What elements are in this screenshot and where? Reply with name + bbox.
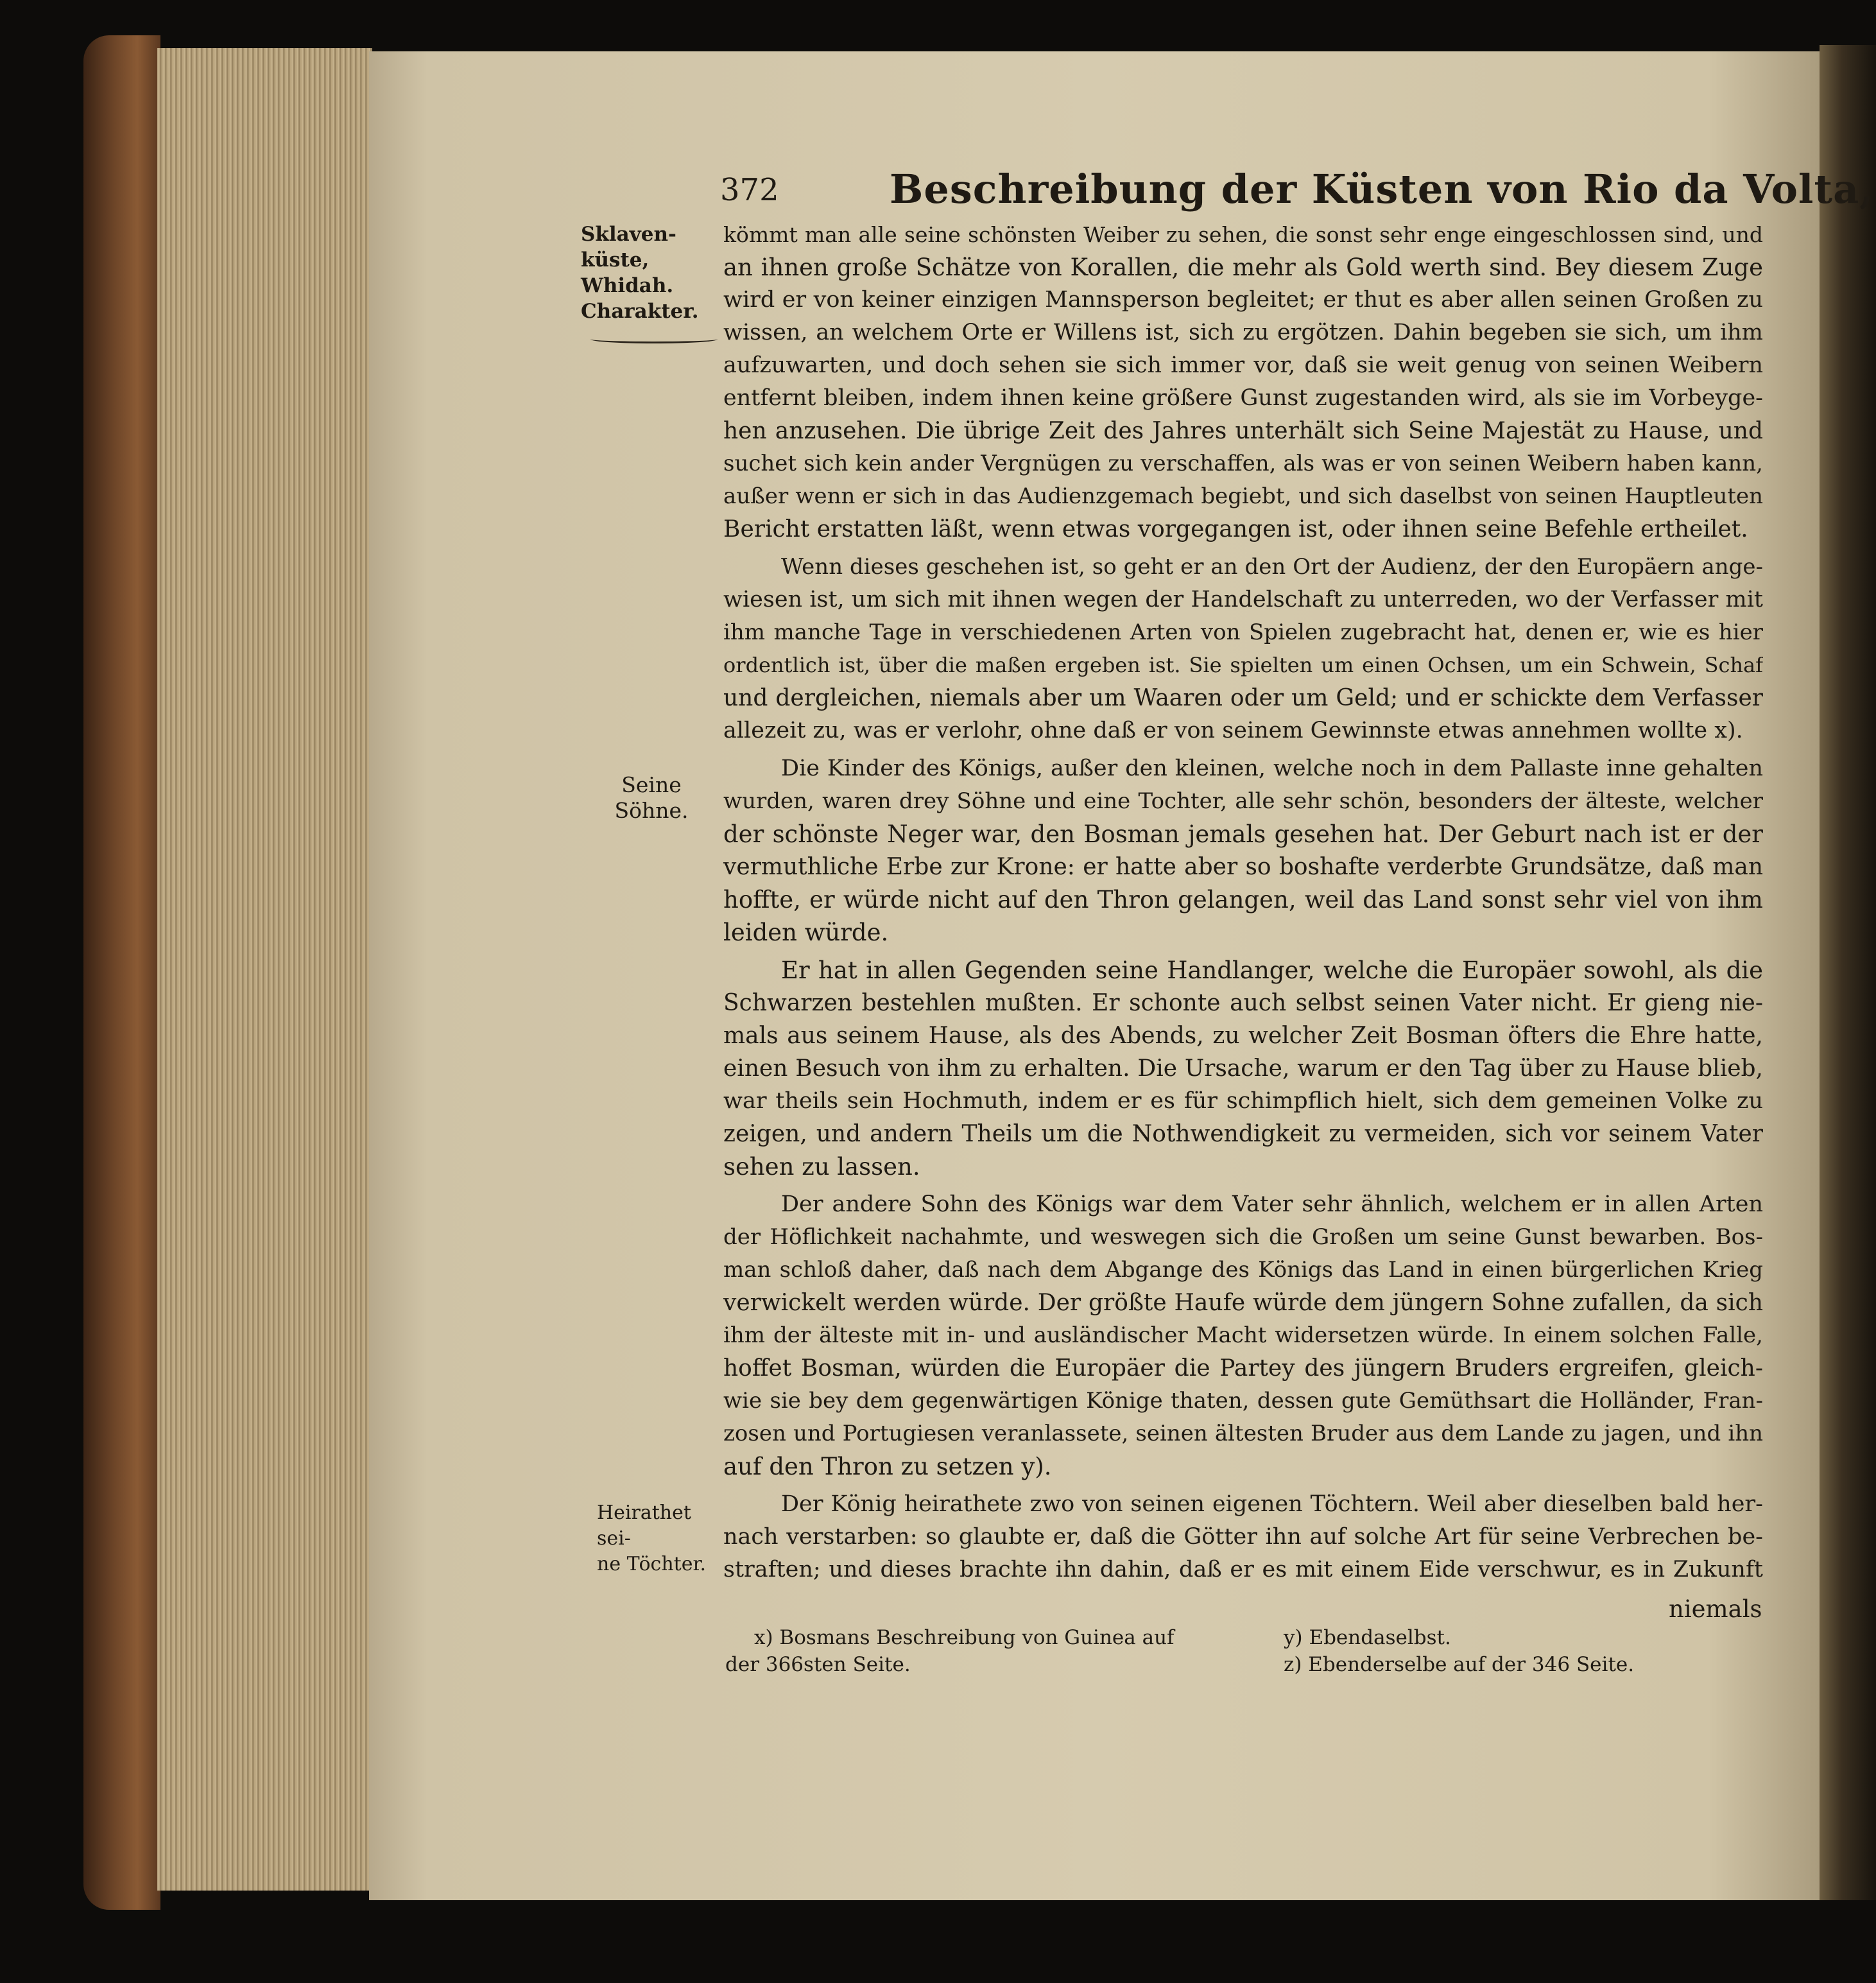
text-line: Wenn dieses geschehen ist, so geht er an den Ort der Audienz, der den Europäern ange- (781, 554, 1763, 580)
text-line: straften; und dieses brachte ihn dahin, daß er es mit einem Eide verschwur, es in Zukunft (723, 1557, 1763, 1582)
text-line: vermuthliche Erbe zur Krone: er hatte aber so boshafte verderbte Grundsätze, daß man (723, 854, 1763, 880)
text-line: ihm manche Tage in verschiedenen Arten von Spielen zugebracht hat, denen er, wie es hier (723, 619, 1763, 645)
text-line: wissen, an welchem Orte er Willens ist, sich zu ergötzen. Dahin begeben sie sich, um ihm (723, 320, 1763, 345)
margin-brace (590, 335, 718, 343)
text-line: Er hat in allen Gegenden seine Handlanger, welche die Europäer sowohl, als die (781, 957, 1763, 984)
text-line: entfernt bleiben, indem ihnen keine größere Gunst zugestanden wird, als sie im Vorbeyge- (723, 385, 1763, 411)
page-number: 372 (720, 172, 779, 208)
margin-note-region (581, 221, 712, 324)
paragraph (723, 954, 1763, 1183)
text-line: nach verstarben: so glaubte er, daß die Götter ihn auf solche Art für seine Verbrechen be- (723, 1524, 1763, 1550)
page-edges (157, 48, 372, 1891)
footnote-y: y) Ebendaselbst. (1284, 1626, 1451, 1649)
footnote-z: z) Ebenderselbe auf der 346 Seite. (1284, 1653, 1635, 1676)
margin-note-line: ne Töchter. (597, 1553, 707, 1575)
text-line: auf den Thron zu setzen y). (723, 1453, 1052, 1480)
paragraph-gap (723, 546, 1763, 551)
book-cover-spine (83, 35, 160, 1910)
text-line: zeigen, und andern Theils um die Nothwendigkeit zu vermeiden, sich vor seinem Vater (723, 1121, 1763, 1147)
margin-note-line: Söhne. (614, 798, 689, 823)
text-line: zosen und Portugiesen veranlassete, seinen ältesten Bruder aus dem Lande zu jagen, und ihn (723, 1421, 1763, 1446)
paragraph (723, 551, 1763, 747)
text-line: ordentlich ist, über die maßen ergeben ist. Sie spielten um einen Ochsen, um ein Schwein, Schaf (723, 653, 1763, 677)
body-text (723, 218, 1763, 1586)
text-line: hen anzusehen. Die übrige Zeit des Jahres unterhält sich Seine Majestät zu Hause, und (723, 418, 1763, 444)
text-line: hoffet Bosman, würden die Europäer die Partey des jüngern Bruders ergreifen, gleich- (723, 1355, 1763, 1381)
text-line: wurden, waren drey Söhne und eine Tochter, alle sehr schön, besonders der älteste, welcher (723, 788, 1763, 814)
text-line: suchet sich kein ander Vergnügen zu verschaffen, als was er von seinen Weibern haben kann, (723, 451, 1763, 476)
margin-note-line: Heirathet sei- (597, 1502, 691, 1550)
text-line: allezeit zu, was er verlohr, ohne daß er von seinem Gewinnste etwas annehmen wollte x). (723, 718, 1743, 743)
text-line: leiden würde. (723, 919, 889, 946)
text-line: wiesen ist, um sich mit ihnen wegen der Handelschaft zu unterreden, wo der Verfasser mit (723, 587, 1763, 612)
text-line: Schwarzen bestehlen mußten. Er schonte auch selbst seinen Vater nicht. Er gieng nie- (723, 990, 1763, 1016)
facing-page-edge (1820, 45, 1876, 1900)
text-line: mals aus seinem Hause, als des Abends, zu welcher Zeit Bosman öfters die Ehre hatte, (723, 1023, 1763, 1049)
catchword: niemals (1669, 1595, 1762, 1623)
margin-note-line: Sklaven- (581, 223, 676, 246)
paragraph (723, 218, 1763, 546)
text-line: sehen zu lassen. (723, 1153, 920, 1181)
paragraph-gap (723, 1483, 1763, 1488)
margin-note-sons (603, 772, 700, 824)
text-line: hoffte, er würde nicht auf den Thron gelangen, weil das Land sonst sehr viel von ihm (723, 886, 1763, 914)
margin-note-line: Whidah. (581, 274, 674, 297)
text-line: Der König heirathete zwo von seinen eigenen Töchtern. Weil aber dieselben bald her- (781, 1491, 1763, 1517)
text-line: der schönste Neger war, den Bosman jemals gesehen hat. Der Geburt nach ist er der (723, 820, 1763, 848)
paragraph-gap (723, 1183, 1763, 1188)
text-line: kömmt man alle seine schönsten Weiber zu sehen, die sonst sehr enge eingeschlossen sind, und (723, 222, 1763, 247)
text-line: der Höflichkeit nachahmte, und weswegen sich die Großen um seine Gunst bewarben. Bos- (723, 1224, 1763, 1250)
margin-note-line: küste, (581, 248, 650, 272)
text-line: Bericht erstatten läßt, wenn etwas vorgegangen ist, oder ihnen seine Befehle ertheilet. (723, 516, 1748, 542)
margin-note-daughters (597, 1500, 728, 1577)
paragraph-gap (723, 949, 1763, 954)
paragraph (723, 752, 1763, 949)
text-line: man schloß daher, daß nach dem Abgange des Königs das Land in einen bürgerlichen Krieg (723, 1257, 1763, 1283)
text-line: ihm der älteste mit in- und ausländischer Macht widersetzen würde. In einem solchen Falle, (723, 1322, 1763, 1348)
text-line: war theils sein Hochmuth, indem er es für schimpflich hielt, sich dem gemeinen Volke zu (723, 1088, 1763, 1114)
text-line: und dergleichen, niemals aber um Waaren oder um Geld; und er schickte dem Verfasser (723, 685, 1763, 711)
text-line: wie sie bey dem gegenwärtigen Könige thaten, dessen gute Gemüthsart die Holländer, Fran- (723, 1388, 1763, 1414)
footnote-x: x) Bosmans Beschreibung von Guinea auf (754, 1626, 1175, 1649)
text-line: Die Kinder des Königs, außer den kleinen, welche noch in dem Pallaste inne gehalten (781, 756, 1763, 781)
text-line: Der andere Sohn des Königs war dem Vater sehr ähnlich, welchem er in allen Arten (781, 1191, 1763, 1217)
margin-note-line: Seine (621, 772, 682, 797)
running-head: Beschreibung der Küsten von Rio da Volta, (890, 166, 1874, 212)
paragraph (723, 1188, 1763, 1483)
text-line: wird er von keiner einzigen Mannsperson begleitet; er thut es aber allen seinen Großen zu (723, 287, 1763, 313)
page-header (720, 166, 1874, 217)
text-line: einen Besuch von ihm zu erhalten. Die Ursache, warum er den Tag über zu Hause blieb, (723, 1055, 1763, 1082)
paragraph (723, 1488, 1763, 1586)
paragraph-gap (723, 747, 1763, 752)
text-line: aufzuwarten, und doch sehen sie sich immer vor, daß sie weit genug von seinen Weibern (723, 352, 1763, 378)
footnote-x-continued: der 366sten Seite. (725, 1653, 911, 1676)
text-line: außer wenn er sich in das Audienzgemach begiebt, und sich daselbst von seinen Hauptleuten (723, 483, 1763, 509)
margin-note-line: Charakter. (581, 300, 699, 323)
text-line: an ihnen große Schätze von Korallen, die mehr als Gold werth sind. Bey diesem Zuge (723, 254, 1763, 281)
text-line: verwickelt werden würde. Der größte Haufe würde dem jüngern Sohne zufallen, da sich (723, 1290, 1763, 1316)
